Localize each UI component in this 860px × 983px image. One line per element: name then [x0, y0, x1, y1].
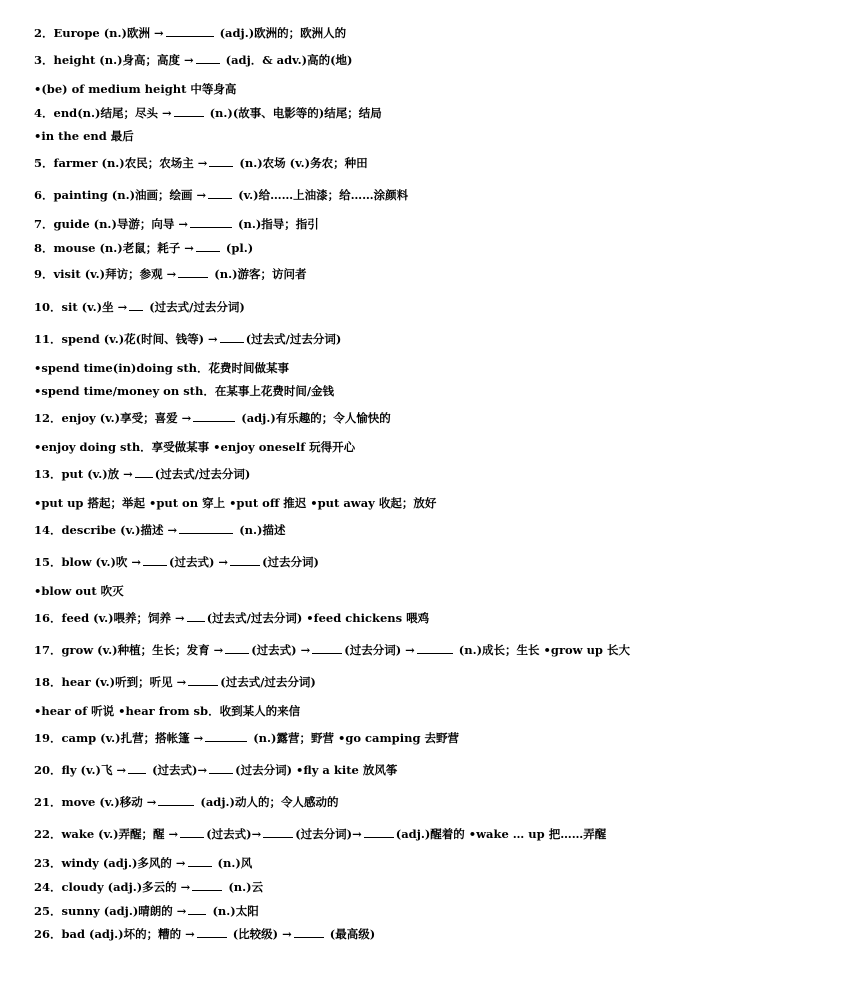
entry-describe: 14．describe (v.)描述 → (n.)描述 [34, 523, 286, 537]
entry-enjoy: 12．enjoy (v.)享受；喜爱 → (adj.)有乐趣的；令人愉快的 [34, 411, 391, 425]
answer-blank [135, 467, 153, 478]
entry-grow: 17．grow (v.)种植；生长；发育 → (过去式) → (过去分词) → (n.)成长；生长 •grow up 长大 [34, 643, 630, 657]
entry-spend: 11．spend (v.)花(时间、钱等) → (过去式/过去分词) [34, 332, 342, 346]
answer-blank [129, 300, 143, 311]
answer-blank [220, 332, 244, 343]
answer-blank [128, 763, 146, 774]
entry-farmer: 5．farmer (n.)农民；农场主 → (n.)农场 (v.)务农；种田 [34, 156, 368, 170]
entry-guide: 7．guide (n.)导游；向导 → (n.)指导；指引 [34, 217, 319, 231]
phrase-put: •put up 搭起；举起 •put on 穿上 •put off 推迟 •put away 收起；放好 [34, 496, 437, 510]
entry-blow: 15．blow (v.)吹 → (过去式) → (过去分词) [34, 555, 319, 569]
phrase-blow-out: •blow out 吹灭 [34, 584, 124, 598]
entry-visit: 9．visit (v.)拜访；参观 → (n.)游客；访问者 [34, 267, 307, 281]
entry-wake: 22．wake (v.)弄醒；醒 → (过去式)→ (过去分词)→ (adj.)醒着的 •wake … up 把……弄醒 [34, 827, 607, 841]
answer-blank [193, 411, 235, 422]
entry-mouse: 8．mouse (n.)老鼠；耗子 → (pl.) [34, 241, 254, 255]
phrase-spend-time-money: •spend time/money on sth．在某事上花费时间/金钱 [34, 384, 335, 398]
answer-blank [197, 927, 227, 938]
answer-blank [225, 643, 249, 654]
answer-blank [196, 241, 220, 252]
answer-blank [263, 827, 293, 838]
answer-blank [209, 156, 233, 167]
entry-bad: 26．bad (adj.)坏的；糟的 → (比较级) → (最高级) [34, 927, 376, 941]
phrase-hear: •hear of 听说 •hear from sb．收到某人的来信 [34, 704, 301, 718]
entry-cloudy: 24．cloudy (adj.)多云的 → (n.)云 [34, 880, 264, 894]
entry-camp: 19．camp (v.)扎营；搭帐篷 → (n.)露营；野营 •go camping 去野营 [34, 731, 459, 745]
entry-sit: 10．sit (v.)坐 → (过去式/过去分词) [34, 300, 245, 314]
answer-blank [190, 217, 232, 228]
answer-blank [174, 106, 204, 117]
phrase-in-the-end: •in the end 最后 [34, 129, 134, 143]
answer-blank [364, 827, 394, 838]
entry-painting: 6．painting (n.)油画；绘画 → (v.)给……上油漆；给……涂颜料 [34, 188, 409, 202]
entry-put: 13．put (v.)放 → (过去式/过去分词) [34, 467, 251, 481]
answer-blank [188, 856, 212, 867]
answer-blank [188, 675, 218, 686]
entry-fly: 20．fly (v.)飞 → (过去式)→ (过去分词) •fly a kite 放风筝 [34, 763, 398, 777]
answer-blank [180, 827, 204, 838]
answer-blank [196, 53, 220, 64]
answer-blank [143, 555, 167, 566]
entry-height: 3．height (n.)身高；高度 → (adj．& adv.)高的(地) [34, 53, 353, 67]
answer-blank [178, 267, 208, 278]
entry-hear: 18．hear (v.)听到；听见 → (过去式/过去分词) [34, 675, 316, 689]
answer-blank [208, 188, 232, 199]
answer-blank [417, 643, 453, 654]
answer-blank [188, 904, 206, 915]
entry-feed: 16．feed (v.)喂养；饲养 → (过去式/过去分词) •feed chickens 喂鸡 [34, 611, 430, 625]
answer-blank [205, 731, 247, 742]
answer-blank [179, 523, 233, 534]
phrase-spend-time-doing: •spend time(in)doing sth．花费时间做某事 [34, 361, 289, 375]
answer-blank [230, 555, 260, 566]
answer-blank [166, 26, 214, 37]
phrase-enjoy: •enjoy doing sth．享受做某事 •enjoy oneself 玩得开心 [34, 440, 356, 454]
answer-blank [192, 880, 222, 891]
entry-windy: 23．windy (adj.)多风的 → (n.)风 [34, 856, 253, 870]
entry-sunny: 25．sunny (adj.)晴朗的 → (n.)太阳 [34, 904, 259, 918]
answer-blank [187, 611, 205, 622]
entry-europe: 2．Europe (n.)欧洲 → (adj.)欧洲的；欧洲人的 [34, 26, 347, 40]
answer-blank [312, 643, 342, 654]
entry-move: 21．move (v.)移动 → (adj.)动人的；令人感动的 [34, 795, 339, 809]
answer-blank [294, 927, 324, 938]
phrase-medium-height: •(be) of medium height 中等身高 [34, 82, 237, 96]
entry-end: 4．end(n.)结尾；尽头 → (n.)(故事、电影等的)结尾；结局 [34, 106, 382, 120]
answer-blank [209, 763, 233, 774]
answer-blank [158, 795, 194, 806]
